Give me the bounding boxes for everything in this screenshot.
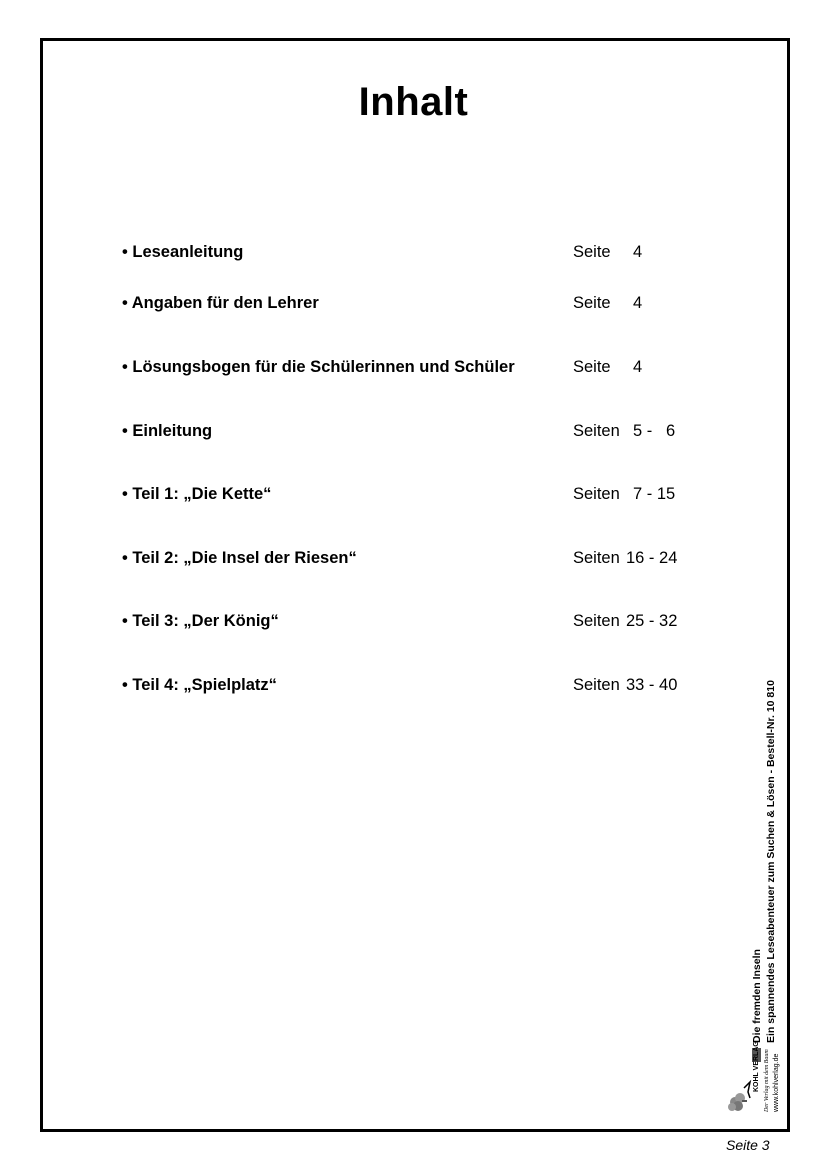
toc-entry [122,358,722,380]
page-border [40,38,790,1132]
toc-entry-pages: Seite 4 [573,243,643,261]
toc-entry [122,612,722,634]
toc-entry [122,294,722,316]
publisher-tagline: Der Verlag mit dem Baum [764,1049,770,1112]
toc-entry-label: • Einleitung [122,422,213,440]
toc-entry-pages: Seite 4 [573,294,643,312]
toc-entry-label: • Leseanleitung [122,243,244,261]
toc-entry-pages: Seiten 33 - 40 [573,676,678,694]
toc-entry-pages: Seiten 25 - 32 [573,612,678,630]
toc-entry [122,243,722,265]
toc-entry-pages: Seiten 7 - 15 [573,485,676,503]
toc-entry [122,676,722,698]
book-info-sidebar [750,680,778,1043]
book-title: Die fremden Inseln [751,949,763,1043]
publisher-name: KOHL VERLAG [753,1041,760,1092]
toc-entry [122,485,722,507]
toc-entry-label: • Teil 1: „Die Kette“ [122,485,272,503]
book-subtitle-order-number: Ein spannendes Leseabenteuer zum Suchen & Lösen - Bestell-Nr. 10 810 [765,680,777,1043]
toc-entry-pages: Seiten 5 - 6 [573,422,676,440]
toc-entry-label: • Teil 3: „Der König“ [122,612,279,630]
toc-entry [122,422,722,444]
toc-entry [122,549,722,571]
page-number: Seite 3 [726,1137,770,1153]
toc-entry-label: • Teil 2: „Die Insel der Riesen“ [122,549,357,567]
toc-entry-label: • Angaben für den Lehrer [122,294,319,312]
toc-entry-pages: Seiten 16 - 24 [573,549,678,567]
publisher-website: www.kohlverlag.de [773,1053,780,1112]
page-title: Inhalt [358,80,469,124]
toc-entry-label: • Teil 4: „Spielplatz“ [122,676,277,694]
toc-entry-label: • Lösungsbogen für die Schülerinnen und Schüler [122,358,515,376]
toc-entry-pages: Seite 4 [573,358,643,376]
